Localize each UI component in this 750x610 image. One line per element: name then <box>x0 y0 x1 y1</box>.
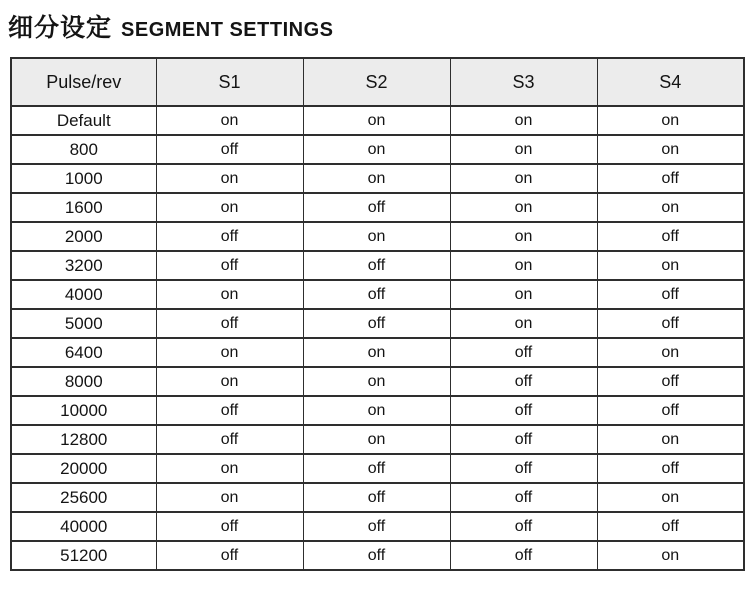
s2-state-cell: off <box>303 454 450 483</box>
s2-state-cell: off <box>303 193 450 222</box>
s2-state-cell: on <box>303 396 450 425</box>
table-body <box>11 106 744 570</box>
page-title-english: SEGMENT SETTINGS <box>121 19 334 41</box>
s1-state-cell: on <box>156 164 303 193</box>
s2-state-cell: on <box>303 338 450 367</box>
pulse-rev-cell: 800 <box>11 135 156 164</box>
s2-state-cell: on <box>303 106 450 135</box>
s3-state-cell: off <box>450 367 597 396</box>
column-header-s3: S3 <box>450 58 597 106</box>
s3-state-cell: on <box>450 251 597 280</box>
s1-state-cell: off <box>156 512 303 541</box>
s4-state-cell: on <box>597 425 744 454</box>
s3-state-cell: on <box>450 193 597 222</box>
s2-state-cell: off <box>303 280 450 309</box>
s1-state-cell: on <box>156 106 303 135</box>
s1-state-cell: off <box>156 222 303 251</box>
s4-state-cell: off <box>597 309 744 338</box>
table-row <box>11 309 744 338</box>
pulse-rev-cell: 1000 <box>11 164 156 193</box>
pulse-rev-cell: 2000 <box>11 222 156 251</box>
s1-state-cell: on <box>156 454 303 483</box>
s2-state-cell: on <box>303 135 450 164</box>
s3-state-cell: off <box>450 454 597 483</box>
s3-state-cell: on <box>450 135 597 164</box>
table-row <box>11 483 744 512</box>
pulse-rev-cell: 5000 <box>11 309 156 338</box>
pulse-rev-cell: 8000 <box>11 367 156 396</box>
s2-state-cell: off <box>303 309 450 338</box>
pulse-rev-cell: 20000 <box>11 454 156 483</box>
s3-state-cell: on <box>450 309 597 338</box>
s4-state-cell: off <box>597 367 744 396</box>
table-row <box>11 512 744 541</box>
s4-state-cell: on <box>597 251 744 280</box>
s3-state-cell: on <box>450 106 597 135</box>
table-row <box>11 367 744 396</box>
s1-state-cell: off <box>156 396 303 425</box>
s3-state-cell: off <box>450 396 597 425</box>
s4-state-cell: off <box>597 222 744 251</box>
s2-state-cell: on <box>303 164 450 193</box>
s2-state-cell: off <box>303 251 450 280</box>
s3-state-cell: off <box>450 338 597 367</box>
table-row <box>11 135 744 164</box>
s1-state-cell: off <box>156 309 303 338</box>
s4-state-cell: on <box>597 483 744 512</box>
s1-state-cell: off <box>156 251 303 280</box>
s3-state-cell: off <box>450 425 597 454</box>
pulse-rev-cell: 1600 <box>11 193 156 222</box>
table-row <box>11 425 744 454</box>
column-header-s2: S2 <box>303 58 450 106</box>
pulse-rev-cell: 25600 <box>11 483 156 512</box>
s3-state-cell: on <box>450 222 597 251</box>
table-row <box>11 338 744 367</box>
s4-state-cell: on <box>597 541 744 570</box>
pulse-rev-cell: 4000 <box>11 280 156 309</box>
s2-state-cell: on <box>303 222 450 251</box>
table-row <box>11 280 744 309</box>
s4-state-cell: on <box>597 106 744 135</box>
s4-state-cell: off <box>597 396 744 425</box>
s2-state-cell: on <box>303 367 450 396</box>
pulse-rev-cell: 40000 <box>11 512 156 541</box>
s4-state-cell: on <box>597 135 744 164</box>
column-header-s1: S1 <box>156 58 303 106</box>
s1-state-cell: on <box>156 338 303 367</box>
s3-state-cell: on <box>450 164 597 193</box>
s4-state-cell: off <box>597 280 744 309</box>
column-header-pulse-rev: Pulse/rev <box>11 58 156 106</box>
column-header-s4: S4 <box>597 58 744 106</box>
table-row <box>11 541 744 570</box>
s1-state-cell: on <box>156 280 303 309</box>
s4-state-cell: off <box>597 512 744 541</box>
s2-state-cell: off <box>303 541 450 570</box>
s3-state-cell: off <box>450 512 597 541</box>
table-row <box>11 251 744 280</box>
pulse-rev-cell: Default <box>11 106 156 135</box>
table-row <box>11 396 744 425</box>
s1-state-cell: off <box>156 541 303 570</box>
table-row <box>11 193 744 222</box>
pulse-rev-cell: 6400 <box>11 338 156 367</box>
s1-state-cell: on <box>156 483 303 512</box>
pulse-rev-cell: 12800 <box>11 425 156 454</box>
s3-state-cell: on <box>450 280 597 309</box>
table-row <box>11 106 744 135</box>
table-header-row <box>11 58 744 106</box>
s3-state-cell: off <box>450 541 597 570</box>
s4-state-cell: off <box>597 454 744 483</box>
pulse-rev-cell: 10000 <box>11 396 156 425</box>
s4-state-cell: off <box>597 164 744 193</box>
s1-state-cell: off <box>156 135 303 164</box>
table-row <box>11 164 744 193</box>
s3-state-cell: off <box>450 483 597 512</box>
page-title-chinese: 细分设定 <box>8 14 113 42</box>
pulse-rev-cell: 51200 <box>11 541 156 570</box>
s4-state-cell: on <box>597 338 744 367</box>
s4-state-cell: on <box>597 193 744 222</box>
s2-state-cell: off <box>303 483 450 512</box>
table-row <box>11 454 744 483</box>
s1-state-cell: on <box>156 193 303 222</box>
table-row <box>11 222 744 251</box>
page-title <box>8 8 750 44</box>
s2-state-cell: on <box>303 425 450 454</box>
s1-state-cell: on <box>156 367 303 396</box>
pulse-rev-cell: 3200 <box>11 251 156 280</box>
segment-settings-table <box>10 57 745 571</box>
s2-state-cell: off <box>303 512 450 541</box>
s1-state-cell: off <box>156 425 303 454</box>
